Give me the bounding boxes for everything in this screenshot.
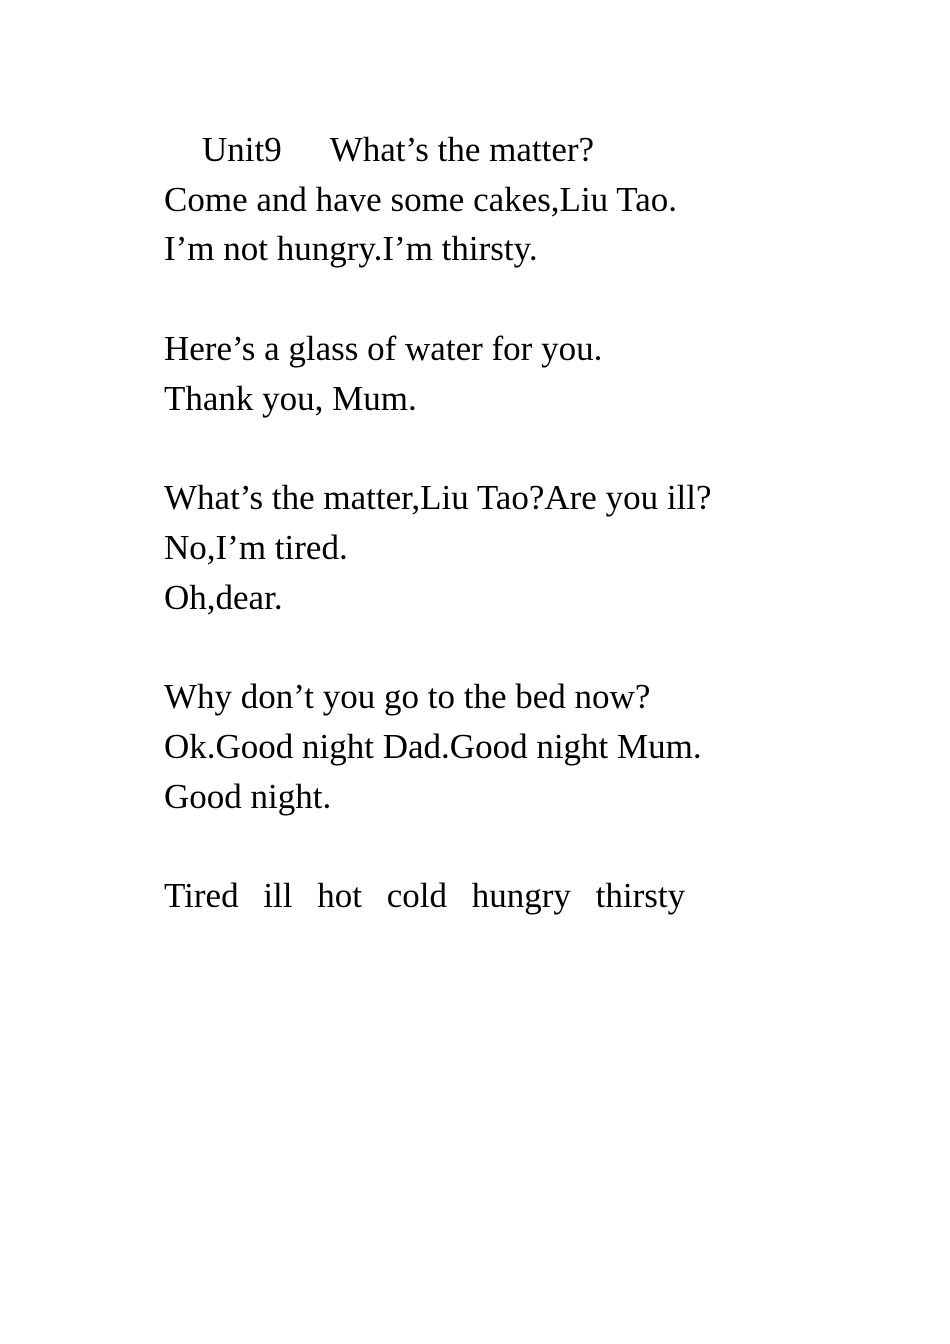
unit-number: Unit9 [202,130,282,169]
vocab-word: hungry [471,876,571,915]
dialogue-line: No,I’m tired. [164,528,348,567]
dialogue-line: Oh,dear. [164,578,283,617]
vocab-word: hot [317,876,362,915]
vocab-word: ill [263,876,293,915]
dialogue-line: Come and have some cakes,Liu Tao. [164,180,678,219]
dialogue-line: Here’s a glass of water for you. [164,329,603,368]
vocabulary-list [164,876,701,916]
dialogue-line: Ok.Good night Dad.Good night Mum. [164,727,702,766]
unit-title [164,130,594,170]
vocab-word: thirsty [595,876,686,915]
dialogue-line: Thank you, Mum. [164,379,417,418]
dialogue-line: Good night. [164,777,332,816]
vocab-word: cold [386,876,448,915]
dialogue-line: I’m not hungry.I’m thirsty. [164,229,538,268]
dialogue-line: What’s the matter,Liu Tao?Are you ill? [164,478,712,517]
unit-topic: What’s the matter? [329,130,595,169]
vocab-word: Tired [164,876,239,915]
dialogue-line: Why don’t you go to the bed now? [164,677,651,716]
